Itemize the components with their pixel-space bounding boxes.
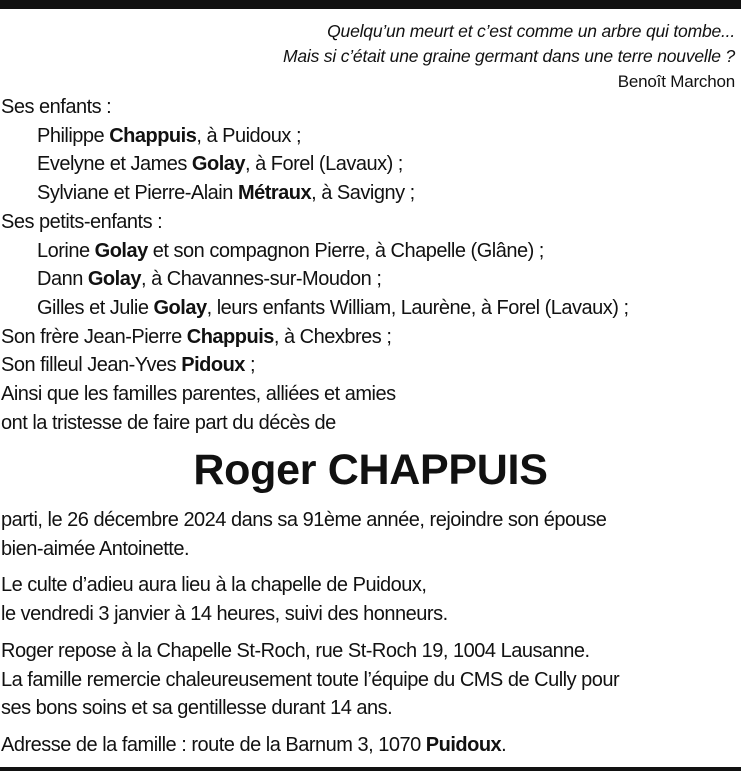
children-heading: Ses enfants : [1,96,112,118]
families-line: Ainsi que les familles parentes, alliées et amies [1,383,396,406]
family-address: Adresse de la famille : route de la Barnum 3, 1070 Puidoux. [1,733,507,756]
grandchild-entry: Dann Golay, à Chavannes-sur-Moudon ; [37,268,382,291]
service-line-1: Le culte d’adieu aura lieu à la chapelle de Puidoux, [1,574,427,597]
death-paragraph [1,506,739,563]
death-line-2: bien-aimée Antoinette. [1,537,190,560]
service-line-2: le vendredi 3 janvier à 14 heures, suivi des honneurs. [1,603,448,626]
child-entry: Philippe Chappuis, à Puidoux ; [37,124,302,147]
family-list [1,93,739,437]
grandchild-entry: Gilles et Julie Golay, leurs enfants William, Laurène, à Forel (Lavaux) ; [37,296,629,319]
godson-entry: Son filleul Jean-Yves Pidoux ; [1,354,256,377]
service-paragraph [1,571,739,628]
rest-line-2: La famille remercie chaleureusement toute l’équipe du CMS de Cully pour [1,668,620,691]
grandchild-entry: Lorine Golay et son compagnon Pierre, à Chapelle (Glâne) ; [37,239,544,262]
quote-author: Benoît Marchon [617,72,735,91]
rest-line-1: Roger repose à la Chapelle St-Roch, rue St-Roch 19, 1004 Lausanne. [1,639,590,662]
announce-line: ont la tristesse de faire part du décès de [1,411,336,434]
top-border-rule [0,0,741,9]
bottom-border-rule [0,767,741,771]
child-entry: Evelyne et James Golay, à Forel (Lavaux) ; [37,153,403,176]
rest-paragraph [1,637,739,723]
announcement-body [1,506,739,760]
grandchildren-heading: Ses petits-enfants : [1,210,163,233]
rest-line-3: ses bons soins et sa gentillesse durant 14 ans. [1,697,393,720]
death-line-1: parti, le 26 décembre 2024 dans sa 91ème année, rejoindre son épouse [1,509,607,531]
brother-entry: Son frère Jean-Pierre Chappuis, à Chexbres ; [1,325,392,348]
epigraph-quote [283,19,735,94]
deceased-name: Roger CHAPPUIS [193,446,548,494]
quote-line-2: Mais si c’était une graine germant dans une terre nouvelle ? [282,46,735,66]
child-entry: Sylviane et Pierre-Alain Métraux, à Savigny ; [37,182,415,205]
quote-line-1: Quelqu’un meurt et c’est comme un arbre qui tombe... [327,21,735,41]
